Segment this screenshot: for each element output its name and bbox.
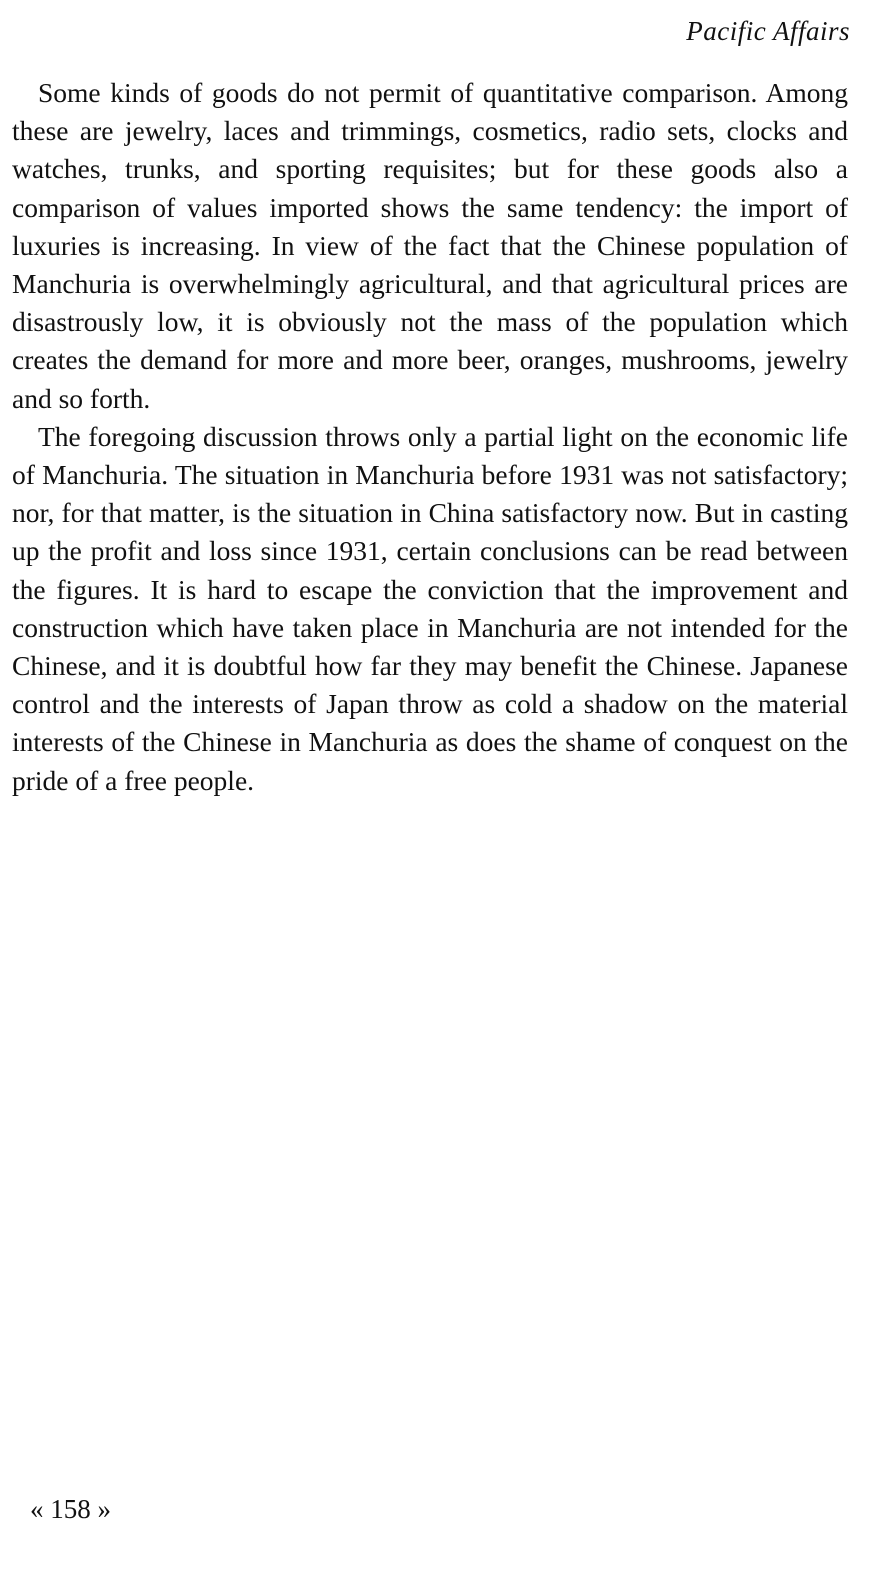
paragraph-luxury-imports: Some kinds of goods do not permit of quantitative comparison. Among these are jewelry, laces and trimmings, cosmetics, radio sets, clocks and watches, trunks, and sporting requisites; but for these goods also a comparison of values imported shows the same tendency: the import of luxuries is increasing. In view of the fact that the Chinese population of Manchuria is overwhelmingly agricultural, and that agricultural prices are disastrously low, it is obviously not the mass of the population which creates the demand for more and more beer, oranges, mushrooms, jewelry and so forth. [12, 77, 848, 414]
running-head-title: Pacific Affairs [686, 16, 850, 46]
page-number: « 158 » [30, 1494, 111, 1524]
paragraph-conclusion: The foregoing discussion throws only a partial light on the economic life of Manchuria. The situation in Manchuria before 1931 was not satisfactory; nor, for that matter, is the situation in China satisfactory now. But in casting up the profit and loss since 1931, certain conclusions can be read between the figures. It is hard to escape the conviction that the improvement and construction which have taken place in Manchuria are not intended for the Chinese, and it is doubtful how far they may benefit the Chinese. Japanese control and the interests of Japan throw as cold a shadow on the material interests of the Chinese in Manchuria as does the shame of conquest on the pride of a free people. [12, 420, 848, 796]
body-text [12, 74, 848, 800]
